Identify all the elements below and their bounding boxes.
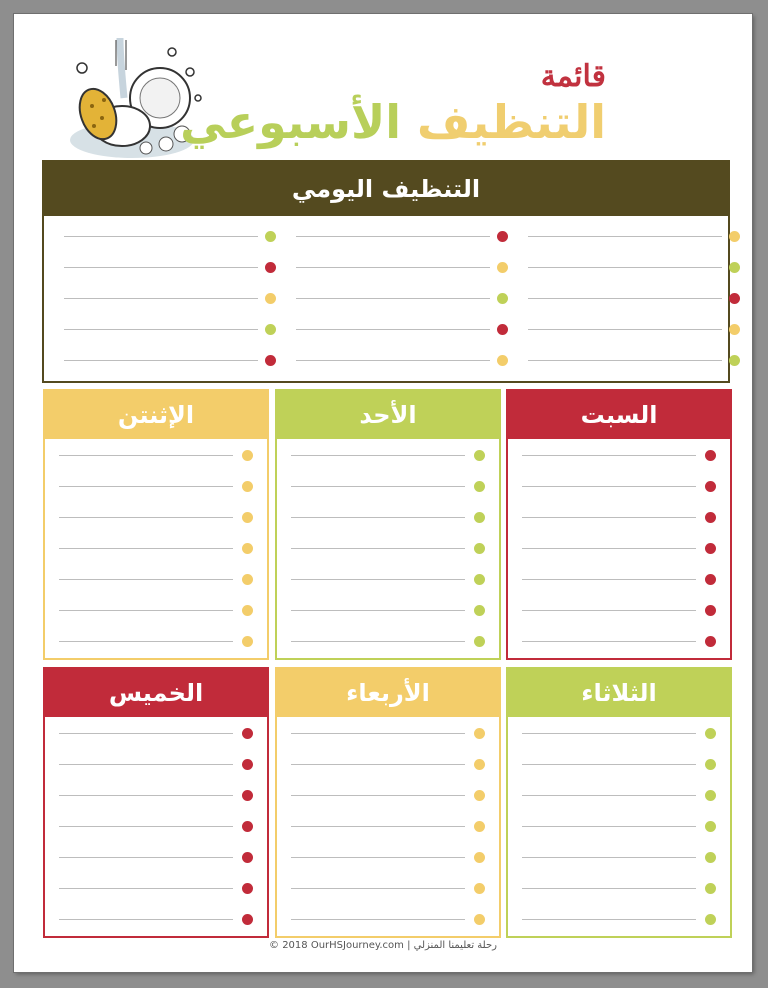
checklist-line[interactable] <box>59 876 253 907</box>
bullet-dot-icon <box>242 636 253 647</box>
writing-line <box>296 329 490 330</box>
checklist-line[interactable] <box>296 348 508 379</box>
bullet-dot-icon <box>705 852 716 863</box>
bullet-dot-icon <box>474 821 485 832</box>
writing-line <box>522 919 696 920</box>
checklist-line[interactable] <box>522 845 716 876</box>
writing-line <box>291 764 465 765</box>
checklist-line[interactable] <box>296 224 508 255</box>
bullet-dot-icon <box>705 728 716 739</box>
checklist-line[interactable] <box>522 814 716 845</box>
writing-line <box>291 888 465 889</box>
checklist-line[interactable] <box>291 907 485 938</box>
writing-line <box>59 733 233 734</box>
writing-line <box>291 641 465 642</box>
checklist-line[interactable] <box>522 598 716 629</box>
writing-line <box>522 795 696 796</box>
writing-line <box>59 579 233 580</box>
day-checklist <box>508 439 730 660</box>
day-box-saturday <box>506 389 732 660</box>
day-checklist <box>45 439 267 660</box>
writing-line <box>291 610 465 611</box>
day-box-thursday <box>43 667 269 938</box>
checklist-line[interactable] <box>522 505 716 536</box>
daily-column-left <box>64 224 276 379</box>
checklist-line[interactable] <box>528 348 740 379</box>
checklist-line[interactable] <box>64 317 276 348</box>
bullet-dot-icon <box>242 728 253 739</box>
checklist-line[interactable] <box>296 317 508 348</box>
bullet-dot-icon <box>705 543 716 554</box>
writing-line <box>291 579 465 580</box>
bullet-dot-icon <box>497 293 508 304</box>
checklist-line[interactable] <box>59 907 253 938</box>
writing-line <box>59 455 233 456</box>
writing-line <box>528 267 722 268</box>
checklist-line[interactable] <box>59 443 253 474</box>
writing-line <box>528 236 722 237</box>
writing-line <box>59 486 233 487</box>
bullet-dot-icon <box>474 790 485 801</box>
bullet-dot-icon <box>474 883 485 894</box>
bullet-dot-icon <box>705 605 716 616</box>
checklist-line[interactable] <box>59 783 253 814</box>
bullet-dot-icon <box>705 512 716 523</box>
writing-line <box>59 857 233 858</box>
bullet-dot-icon <box>497 355 508 366</box>
writing-line <box>296 267 490 268</box>
bullet-dot-icon <box>705 636 716 647</box>
writing-line <box>522 826 696 827</box>
writing-line <box>528 360 722 361</box>
page-title <box>180 59 606 159</box>
writing-line <box>291 455 465 456</box>
checklist-line[interactable] <box>59 598 253 629</box>
bullet-dot-icon <box>474 574 485 585</box>
bullet-dot-icon <box>729 262 740 273</box>
writing-line <box>522 641 696 642</box>
daily-column-right <box>528 224 740 379</box>
writing-line <box>59 517 233 518</box>
writing-line <box>291 795 465 796</box>
footer-arabic-site-name: رحلة تعليمنا المنزلي <box>413 940 497 951</box>
bullet-dot-icon <box>705 450 716 461</box>
checklist-line[interactable] <box>522 474 716 505</box>
checklist-line[interactable] <box>59 814 253 845</box>
bullet-dot-icon <box>729 324 740 335</box>
checklist-line[interactable] <box>59 567 253 598</box>
bullet-dot-icon <box>705 914 716 925</box>
bullet-dot-icon <box>474 450 485 461</box>
bullet-dot-icon <box>242 481 253 492</box>
title-word-cleaning: التنظيف <box>417 95 606 149</box>
bullet-dot-icon <box>474 605 485 616</box>
writing-line <box>59 888 233 889</box>
bullet-dot-icon <box>265 324 276 335</box>
checklist-line[interactable] <box>291 783 485 814</box>
checklist-line[interactable] <box>291 567 485 598</box>
bullet-dot-icon <box>729 293 740 304</box>
checklist-line[interactable] <box>59 505 253 536</box>
day-heading-thursday: الخميس <box>45 669 267 717</box>
writing-line <box>291 548 465 549</box>
writing-line <box>296 298 490 299</box>
writing-line <box>59 795 233 796</box>
day-heading-wednesday: الأربعاء <box>277 669 499 717</box>
title-word-weekly: الأسبوعي <box>180 95 402 149</box>
checklist-line[interactable] <box>291 752 485 783</box>
checklist-line[interactable] <box>291 443 485 474</box>
checklist-line[interactable] <box>291 814 485 845</box>
bullet-dot-icon <box>242 543 253 554</box>
writing-line <box>64 236 258 237</box>
writing-line <box>291 857 465 858</box>
bullet-dot-icon <box>265 231 276 242</box>
checklist-line[interactable] <box>291 876 485 907</box>
bullet-dot-icon <box>242 512 253 523</box>
day-checklist <box>277 717 499 938</box>
bullet-dot-icon <box>474 481 485 492</box>
checklist-line[interactable] <box>291 721 485 752</box>
footer-copyright: © 2018 OurHSJourney.com <box>269 940 404 951</box>
daily-cleaning-heading: التنظيف اليومي <box>44 162 728 216</box>
checklist-line[interactable] <box>522 443 716 474</box>
checklist-line[interactable] <box>522 907 716 938</box>
writing-line <box>291 733 465 734</box>
day-heading-tuesday: الثلاثاء <box>508 669 730 717</box>
checklist-line[interactable] <box>59 536 253 567</box>
writing-line <box>59 919 233 920</box>
writing-line <box>59 826 233 827</box>
bullet-dot-icon <box>474 728 485 739</box>
checklist-line[interactable] <box>296 255 508 286</box>
day-box-wednesday <box>275 667 501 938</box>
checklist-line[interactable] <box>528 255 740 286</box>
daily-cleaning-box <box>42 160 730 383</box>
writing-line <box>522 610 696 611</box>
bullet-dot-icon <box>705 759 716 770</box>
writing-line <box>522 888 696 889</box>
checklist-line[interactable] <box>291 474 485 505</box>
bullet-dot-icon <box>729 231 740 242</box>
bullet-dot-icon <box>474 636 485 647</box>
worksheet-page <box>14 14 752 972</box>
bullet-dot-icon <box>242 914 253 925</box>
day-checklist <box>277 439 499 660</box>
day-checklist <box>45 717 267 938</box>
day-box-sunday <box>275 389 501 660</box>
checklist-line[interactable] <box>291 536 485 567</box>
checklist-line[interactable] <box>64 255 276 286</box>
daily-column-middle <box>296 224 508 379</box>
bullet-dot-icon <box>242 759 253 770</box>
checklist-line[interactable] <box>528 286 740 317</box>
bullet-dot-icon <box>705 574 716 585</box>
bullet-dot-icon <box>265 262 276 273</box>
writing-line <box>528 329 722 330</box>
writing-line <box>522 486 696 487</box>
checklist-line[interactable] <box>296 286 508 317</box>
writing-line <box>522 579 696 580</box>
bullet-dot-icon <box>705 821 716 832</box>
checklist-line[interactable] <box>522 876 716 907</box>
writing-line <box>64 267 258 268</box>
footer-separator: | <box>407 940 411 951</box>
footer <box>14 940 752 951</box>
day-checklist <box>508 717 730 938</box>
bullet-dot-icon <box>242 790 253 801</box>
day-box-tuesday <box>506 667 732 938</box>
bullet-dot-icon <box>497 324 508 335</box>
bullet-dot-icon <box>242 883 253 894</box>
writing-line <box>522 733 696 734</box>
checklist-line[interactable] <box>64 286 276 317</box>
day-heading-sunday: الأحد <box>277 391 499 439</box>
bullet-dot-icon <box>497 231 508 242</box>
bullet-dot-icon <box>497 262 508 273</box>
day-heading-monday: الإثنتن <box>45 391 267 439</box>
checklist-line[interactable] <box>59 629 253 660</box>
bullet-dot-icon <box>474 512 485 523</box>
writing-line <box>522 548 696 549</box>
bullet-dot-icon <box>265 355 276 366</box>
checklist-line[interactable] <box>528 224 740 255</box>
writing-line <box>59 641 233 642</box>
title-small: قائمة <box>540 59 606 94</box>
writing-line <box>291 826 465 827</box>
writing-line <box>522 517 696 518</box>
writing-line <box>59 764 233 765</box>
bullet-dot-icon <box>474 914 485 925</box>
checklist-line[interactable] <box>528 317 740 348</box>
checklist-line[interactable] <box>522 783 716 814</box>
bullet-dot-icon <box>242 574 253 585</box>
checklist-line[interactable] <box>291 598 485 629</box>
writing-line <box>522 764 696 765</box>
writing-line <box>59 610 233 611</box>
writing-line <box>296 360 490 361</box>
bullet-dot-icon <box>242 450 253 461</box>
writing-line <box>59 548 233 549</box>
bullet-dot-icon <box>242 821 253 832</box>
writing-line <box>291 486 465 487</box>
writing-line <box>296 236 490 237</box>
writing-line <box>522 455 696 456</box>
writing-line <box>291 919 465 920</box>
bullet-dot-icon <box>474 759 485 770</box>
checklist-line[interactable] <box>291 505 485 536</box>
checklist-line[interactable] <box>64 224 276 255</box>
checklist-line[interactable] <box>522 567 716 598</box>
bullet-dot-icon <box>265 293 276 304</box>
day-box-monday <box>43 389 269 660</box>
bullet-dot-icon <box>242 605 253 616</box>
checklist-line[interactable] <box>59 474 253 505</box>
checklist-line[interactable] <box>64 348 276 379</box>
writing-line <box>64 360 258 361</box>
bullet-dot-icon <box>474 852 485 863</box>
checklist-line[interactable] <box>291 845 485 876</box>
day-heading-saturday: السبت <box>508 391 730 439</box>
writing-line <box>522 857 696 858</box>
writing-line <box>64 298 258 299</box>
bullet-dot-icon <box>705 883 716 894</box>
checklist-line[interactable] <box>522 629 716 660</box>
checklist-line[interactable] <box>59 845 253 876</box>
bullet-dot-icon <box>474 543 485 554</box>
title-main <box>180 95 606 149</box>
checklist-line[interactable] <box>522 536 716 567</box>
writing-line <box>64 329 258 330</box>
daily-checklist <box>44 216 728 385</box>
bullet-dot-icon <box>705 481 716 492</box>
bullet-dot-icon <box>242 852 253 863</box>
bullet-dot-icon <box>705 790 716 801</box>
writing-line <box>291 517 465 518</box>
checklist-line[interactable] <box>522 721 716 752</box>
checklist-line[interactable] <box>291 629 485 660</box>
checklist-line[interactable] <box>59 721 253 752</box>
checklist-line[interactable] <box>522 752 716 783</box>
checklist-line[interactable] <box>59 752 253 783</box>
bullet-dot-icon <box>729 355 740 366</box>
writing-line <box>528 298 722 299</box>
